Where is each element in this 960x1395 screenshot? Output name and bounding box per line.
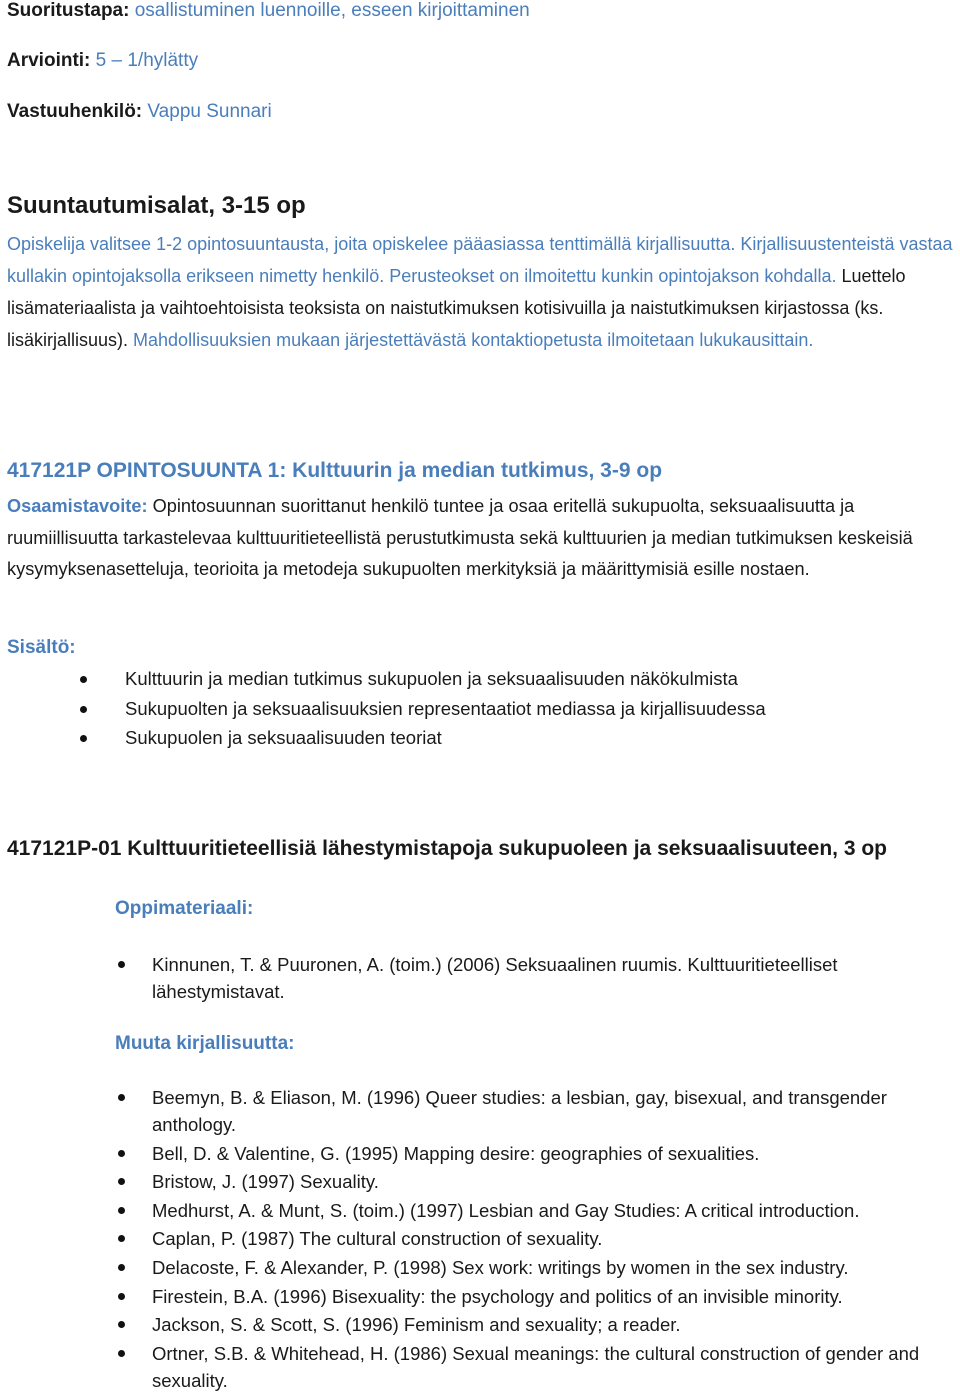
bullet-icon <box>80 706 87 713</box>
list-item <box>7 1168 955 1195</box>
bullet-icon <box>118 1178 125 1185</box>
osaamistavoite-paragraph <box>7 491 960 586</box>
list-item-text: Kulttuurin ja median tutkimus sukupuolen ja seksuaalisuuden näkökulmista <box>125 668 738 689</box>
list-item-text: Sukupuolten ja seksuaalisuuksien representaatiot mediassa ja kirjallisuudessa <box>125 697 766 719</box>
suuntautumisalat-heading: Suuntautumisalat, 3-15 op <box>7 192 306 219</box>
list-item-text: Delacoste, F. & Alexander, P. (1998) Sex work: writings by women in the sex industry. <box>152 1256 849 1278</box>
list-item <box>7 1283 955 1310</box>
arviointi-line <box>7 50 198 72</box>
list-item-text: Jackson, S. & Scott, S. (1996) Feminism and sexuality; a reader. <box>152 1314 681 1336</box>
osaamistavoite-label: Osaamistavoite: <box>7 496 148 516</box>
list-item <box>7 1254 955 1281</box>
suoritustapa-label: Suoritustapa: <box>7 0 130 21</box>
list-item <box>7 1225 955 1252</box>
bullet-icon <box>80 676 87 683</box>
bullet-icon <box>118 1094 125 1101</box>
list-item <box>7 951 955 1005</box>
list-item <box>7 695 766 725</box>
list-item <box>7 1084 955 1138</box>
bullet-icon <box>118 961 125 968</box>
vastuuhenkilo-value: Vappu Sunnari <box>142 101 272 122</box>
vastuuhenkilo-label: Vastuuhenkilö: <box>7 101 143 122</box>
bullet-icon <box>118 1293 125 1300</box>
arviointi-value: 5 – 1/hylätty <box>90 50 199 71</box>
vastuuhenkilo-line <box>7 101 272 123</box>
intro-text-part-2: Luettelo lisämateriaalista ja vaihtoehtoisista teoksista on naistutkimuksen kotisivuilla ja naistutkimuksen kirjastossa (ks. lisäkirjallisuus). <box>7 266 906 350</box>
list-item <box>7 1140 955 1167</box>
suoritustapa-line <box>7 0 530 22</box>
bullet-icon <box>118 1235 125 1242</box>
opintosuunta-heading: 417121P OPINTOSUUNTA 1: Kulttuurin ja median tutkimus, 3-9 op <box>7 459 663 482</box>
list-item <box>7 1311 955 1338</box>
list-item-text: Sukupuolen ja seksuaalisuuden teoriat <box>125 727 442 748</box>
intro-text-part-1: Opiskelija valitsee 1-2 opintosuuntausta, joita opiskelee pääasiassa tenttimällä kirjallisuutta. Kirjallisuustenteistä vastaa kullakin opintojaksolla erikseen nimetty henkilö. Perusteokset on ilmoitettu kunkin opintojakson kohdalla. <box>7 234 953 286</box>
sisalto-label: Sisältö: <box>7 637 76 658</box>
osaamistavoite-text: Opintosuunnan suorittanut henkilö tuntee ja osaa eritellä sukupuolta, seksuaalisuutta ja ruumiillisuutta tarkastelevaa kulttuuritieteellistä perustutkimusta sekä kulttuurien ja median tutkimuksen keskeisiä kysymyksenasetteluja, teorioita ja metodeja sukupuolten merkityksiä ja määrittymisiä esille nostaen. <box>7 496 913 579</box>
oppimateriaali-list <box>7 951 955 1007</box>
arviointi-label: Arviointi: <box>7 50 91 71</box>
list-item-text: Bristow, J. (1997) Sexuality. <box>152 1171 379 1193</box>
bullet-icon <box>118 1207 125 1214</box>
list-item <box>7 724 766 754</box>
list-item-text: Bell, D. & Valentine, G. (1995) Mapping desire: geographies of sexualities. <box>152 1142 760 1164</box>
list-item-text: Ortner, S.B. & Whitehead, H. (1986) Sexual meanings: the cultural construction of gender and sexuality. <box>152 1342 920 1391</box>
bullet-icon <box>118 1150 125 1157</box>
bullet-icon <box>80 735 87 742</box>
bullet-icon <box>118 1350 125 1357</box>
oppimateriaali-label: Oppimateriaali: <box>115 898 254 919</box>
list-item-text: Firestein, B.A. (1996) Bisexuality: the psychology and politics of an invisible minority. <box>152 1285 843 1307</box>
intro-text-part-3: Mahdollisuuksien mukaan järjestettävästä kontaktiopetusta ilmoitetaan lukukausittain. <box>128 330 814 350</box>
list-item-text: Beemyn, B. & Eliason, M. (1996) Queer studies: a lesbian, gay, bisexual, and transgender anthology. <box>152 1087 887 1135</box>
suoritustapa-value: osallistuminen luennoille, esseen kirjoittaminen <box>129 0 530 21</box>
bullet-icon <box>118 1264 125 1271</box>
list-item <box>7 1340 955 1394</box>
muuta-kirjallisuutta-label: Muuta kirjallisuutta: <box>115 1033 295 1054</box>
list-item-text: Kinnunen, T. & Puuronen, A. (toim.) (2006) Seksuaalinen ruumis. Kulttuuritieteelliset lähestymistavat. <box>152 954 838 1002</box>
bullet-icon <box>118 1321 125 1328</box>
list-item-text: Medhurst, A. & Munt, S. (toim.) (1997) Lesbian and Gay Studies: A critical introduction. <box>152 1199 860 1221</box>
list-item-text: Caplan, P. (1987) The cultural construction of sexuality. <box>152 1228 603 1250</box>
course-heading: 417121P-01 Kulttuuritieteellisiä lähestymistapoja sukupuoleen ja seksuaalisuuteen, 3 op <box>7 837 887 860</box>
sisalto-list <box>7 665 766 754</box>
list-item <box>7 1197 955 1224</box>
suuntautumisalat-intro <box>7 228 955 356</box>
list-item <box>7 665 766 695</box>
muuta-kirjallisuutta-list <box>7 1084 955 1395</box>
